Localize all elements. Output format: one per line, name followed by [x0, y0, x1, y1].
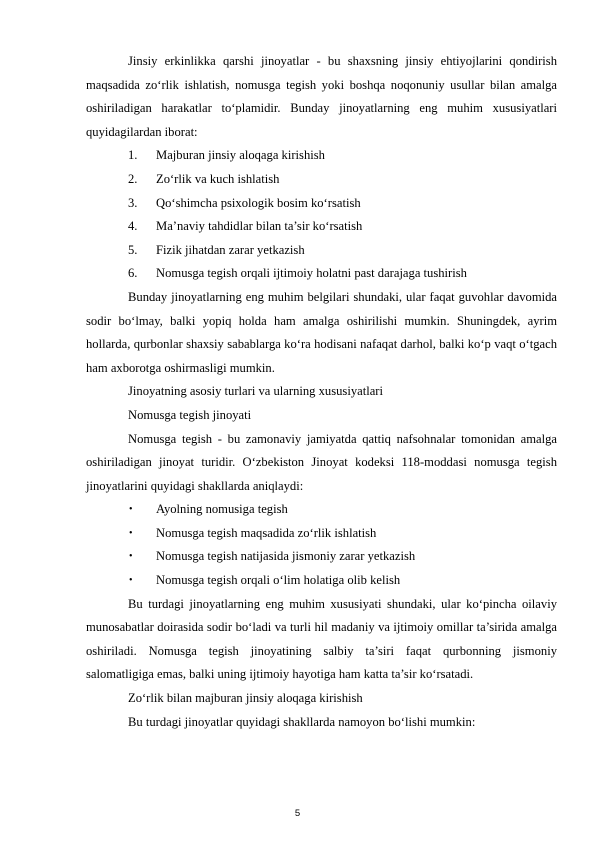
bullet-icon: •	[129, 504, 133, 516]
nomus-definition-paragraph: Nomusga tegish - bu zamonaviy jamiyatda qattiq nafsohnalar tomonidan amalga oshiriladigan jinoyat turidir. O‘zbekiston Jinoyat kodeksi 118-moddasi nomusga tegish jinoyatlarini quyidagi shakllarda aniqlaydi:	[86, 431, 557, 493]
list-item	[86, 168, 557, 192]
bullet-icon: •	[129, 551, 133, 563]
list-item	[86, 144, 557, 168]
list-text: Ma’naviy tahdidlar bilan ta’sir ko‘rsatish	[156, 219, 363, 234]
list-text: Zo‘rlik va kuch ishlatish	[156, 171, 280, 186]
list-item	[86, 215, 557, 239]
page-number: 5	[294, 808, 301, 819]
forms-intro-paragraph: Bu turdagi jinoyatlar quyidagi shakllarda namoyon bo‘lishi mumkin:	[128, 714, 476, 729]
list-text: Majburan jinsiy aloqaga kirishish	[156, 148, 325, 163]
list-text: Ayolning nomusiga tegish	[156, 502, 288, 517]
list-item	[86, 545, 557, 569]
list-text: Nomusga tegish orqali o‘lim holatiga olib kelish	[156, 573, 401, 588]
list-text: Nomusga tegish natijasida jismoniy zarar yetkazish	[156, 549, 416, 564]
list-item	[86, 569, 557, 593]
impact-paragraph: Bu turdagi jinoyatlarning eng muhim xususiyati shundaki, ular ko‘pincha oilaviy munosabatlar doirasida sodir bo‘ladi va turli hil madaniy va ijtimoiy omillar ta’sirida amalga oshiriladi. Nomusga tegish jinoyatining salbiy ta’siri faqat qurbonning jismoniy salomatligiga emas, balki uning ijtimoiy hayotiga ham katta ta’sir ko‘rsatadi.	[86, 596, 557, 682]
list-number: 4.	[128, 219, 138, 234]
list-text: Fizik jihatdan zarar yetkazish	[156, 242, 305, 257]
list-text: Qo‘shimcha psixologik bosim ko‘rsatish	[156, 195, 361, 210]
signs-paragraph: Bunday jinoyatlarning eng muhim belgilari shundaki, ular faqat guvohlar davomida sodir bo‘lmay, balki yopiq holda ham amalga oshirilishi mumkin. Shuningdek, ayrim hollarda, qurbonlar shaxsiy sabablarga ko‘ra hodisani nafaqat darhol, balki ko‘p vaqt o‘tgach ham axborotga oshirmasligi mumkin.	[86, 289, 557, 375]
forms-bullet-list	[86, 498, 557, 592]
subheading-nomus: Nomusga tegish jinoyati	[128, 407, 252, 422]
features-numbered-list	[86, 144, 557, 286]
list-number: 6.	[128, 266, 138, 281]
list-text: Nomusga tegish maqsadida zo‘rlik ishlatish	[156, 525, 377, 540]
list-number: 1.	[128, 148, 138, 163]
list-number: 2.	[128, 171, 138, 186]
list-item	[86, 522, 557, 546]
list-item	[86, 239, 557, 263]
page-content	[86, 50, 557, 734]
subheading-zorlik: Zo‘rlik bilan majburan jinsiy aloqaga kirishish	[128, 691, 363, 706]
list-number: 5.	[128, 242, 138, 257]
list-item	[86, 192, 557, 216]
list-item	[86, 262, 557, 286]
intro-paragraph: Jinsiy erkinlikka qarshi jinoyatlar - bu shaxsning jinsiy ehtiyojlarini qondirish maqsadida zo‘rlik ishlatish, nomusga tegish yoki boshqa noqonuniy usullar bilan amalga oshiriladigan harakatlar to‘plamidir. Bunday jinoyatlarning eng muhim xususiyatlari quyidagilardan iborat:	[86, 54, 557, 139]
list-item	[86, 498, 557, 522]
list-text: Nomusga tegish orqali ijtimoiy holatni past darajaga tushirish	[156, 266, 467, 281]
bullet-icon: •	[129, 527, 133, 539]
bullet-icon: •	[129, 575, 133, 587]
list-number: 3.	[128, 195, 138, 210]
section-heading-types: Jinoyatning asosiy turlari va ularning xususiyatlari	[128, 384, 383, 399]
